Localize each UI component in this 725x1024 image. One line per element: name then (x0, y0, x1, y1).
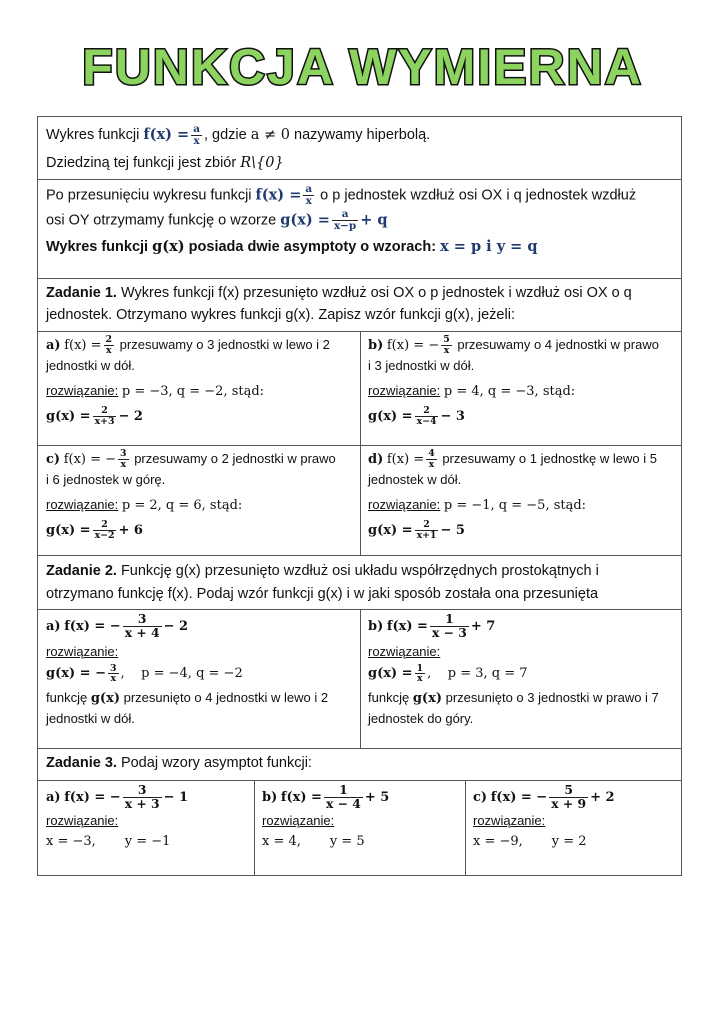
task-3-box (37, 748, 682, 876)
page-title: FUNKCJA WYMIERNA (82, 39, 643, 95)
task-3a: a) f(x) = − $\frac{3}{x + 3}$ − 1 rozwiązanie: x = −3, y = −1 (46, 782, 189, 849)
task-2-box (37, 555, 682, 749)
task-1-heading: Zadanie 1. Wykres funkcji f(x) przesunięto wzdłuż osi OX o p jednostek i wzdłuż osi OX o q jednostek. Otrzymano wykres funkcji g(x). Zapisz wzór funkcji g(x), jeżeli: (46, 285, 632, 323)
shift-line-3: Wykres funkcji g(x) posiada dwie asymptoty o wzorach: x = p i y = q (46, 237, 538, 255)
shift-line-1: Po przesunięciu wykresu funkcji f(x) = $\frac{a}{x}$ o p jednostek wzdłuż osi OX i q jednostek wzdłuż (46, 183, 637, 207)
task-1b: b) f(x) = − $\frac{5}{x}$ przesuwamy o 4 jednostki w prawo i 3 jednostki w dół. rozwiązanie: p = 4, q = −3, stąd: g(x) = $\frac{2}{x-4}$ − 3 (368, 334, 659, 427)
task-3-heading: Zadanie 3. Podaj wzory asymptot funkcji: (46, 755, 312, 771)
task-2-heading: Zadanie 2. Funkcję g(x) przesunięto wzdłuż osi układu współrzędnych prostokątnych i otrzymano funkcję f(x). Podaj wzór funkcji g(x) i w jaki sposób została ona przesunięta (46, 563, 599, 603)
task-1a: a) f(x) = $\frac{2}{x}$ przesuwamy o 3 jednostki w lewo i 2 jednostki w dół. rozwiązanie: p = −3, q = −2, stąd: g(x) = $\frac{2}{x+3}$ − 2 (46, 334, 330, 427)
fraction: $\frac{a}{x}$ (193, 122, 200, 147)
task-3c: c) f(x) = − $\frac{5}{x + 9}$ + 2 rozwiązanie: x = −9, y = 2 (473, 782, 615, 849)
task-2b: b) f(x) = $\frac{1}{x - 3}$ + 7 rozwiązanie: g(x) = $\frac{1}{x}$ , p = 3, q = 7 funkcję g(x) przesunięto o 3 jednostki w prawo i 7 jednostek do góry. (368, 611, 659, 726)
definition-box (37, 116, 682, 180)
task-1-box (37, 278, 682, 556)
task-1d: d) f(x) = $\frac{4}{x}$ przesuwamy o 1 jednostkę w lewo i 5 jednostek w dół. rozwiązanie: p = −1, q = −5, stąd: g(x) = $\frac{2}{x+1}$ − 5 (368, 448, 657, 541)
task-1c: c) f(x) = − $\frac{3}{x}$ przesuwamy o 2 jednostki w prawo i 6 jednostek w górę. rozwiązanie: p = 2, q = 6, stąd: g(x) = $\frac{2}{x-2}$ + 6 (46, 448, 336, 541)
task-2a: a) f(x) = − $\frac{3}{x + 4}$ − 2 rozwiązanie: g(x) = − $\frac{3}{x}$ , p = −4, q = −2 funkcję g(x) przesunięto o 4 jednostki w lewo i 2 jednostki w dół. (46, 611, 329, 726)
task-3b: b) f(x) = $\frac{1}{x - 4}$ + 5 rozwiązanie: x = 4, y = 5 (262, 782, 390, 849)
shift-line-2: osi OY otrzymamy funkcję o wzorze g(x) = $\frac{a}{x-p}$ + q (46, 207, 388, 232)
shift-box (37, 179, 682, 279)
definition-line-2: Dziedziną tej funkcji jest zbiór R\{0} (46, 154, 284, 171)
definition-line-1: Wykres funkcji f(x) = $\frac{a}{x}$ , gdzie a ≠ 0 nazywamy hiperbolą. (46, 122, 431, 147)
